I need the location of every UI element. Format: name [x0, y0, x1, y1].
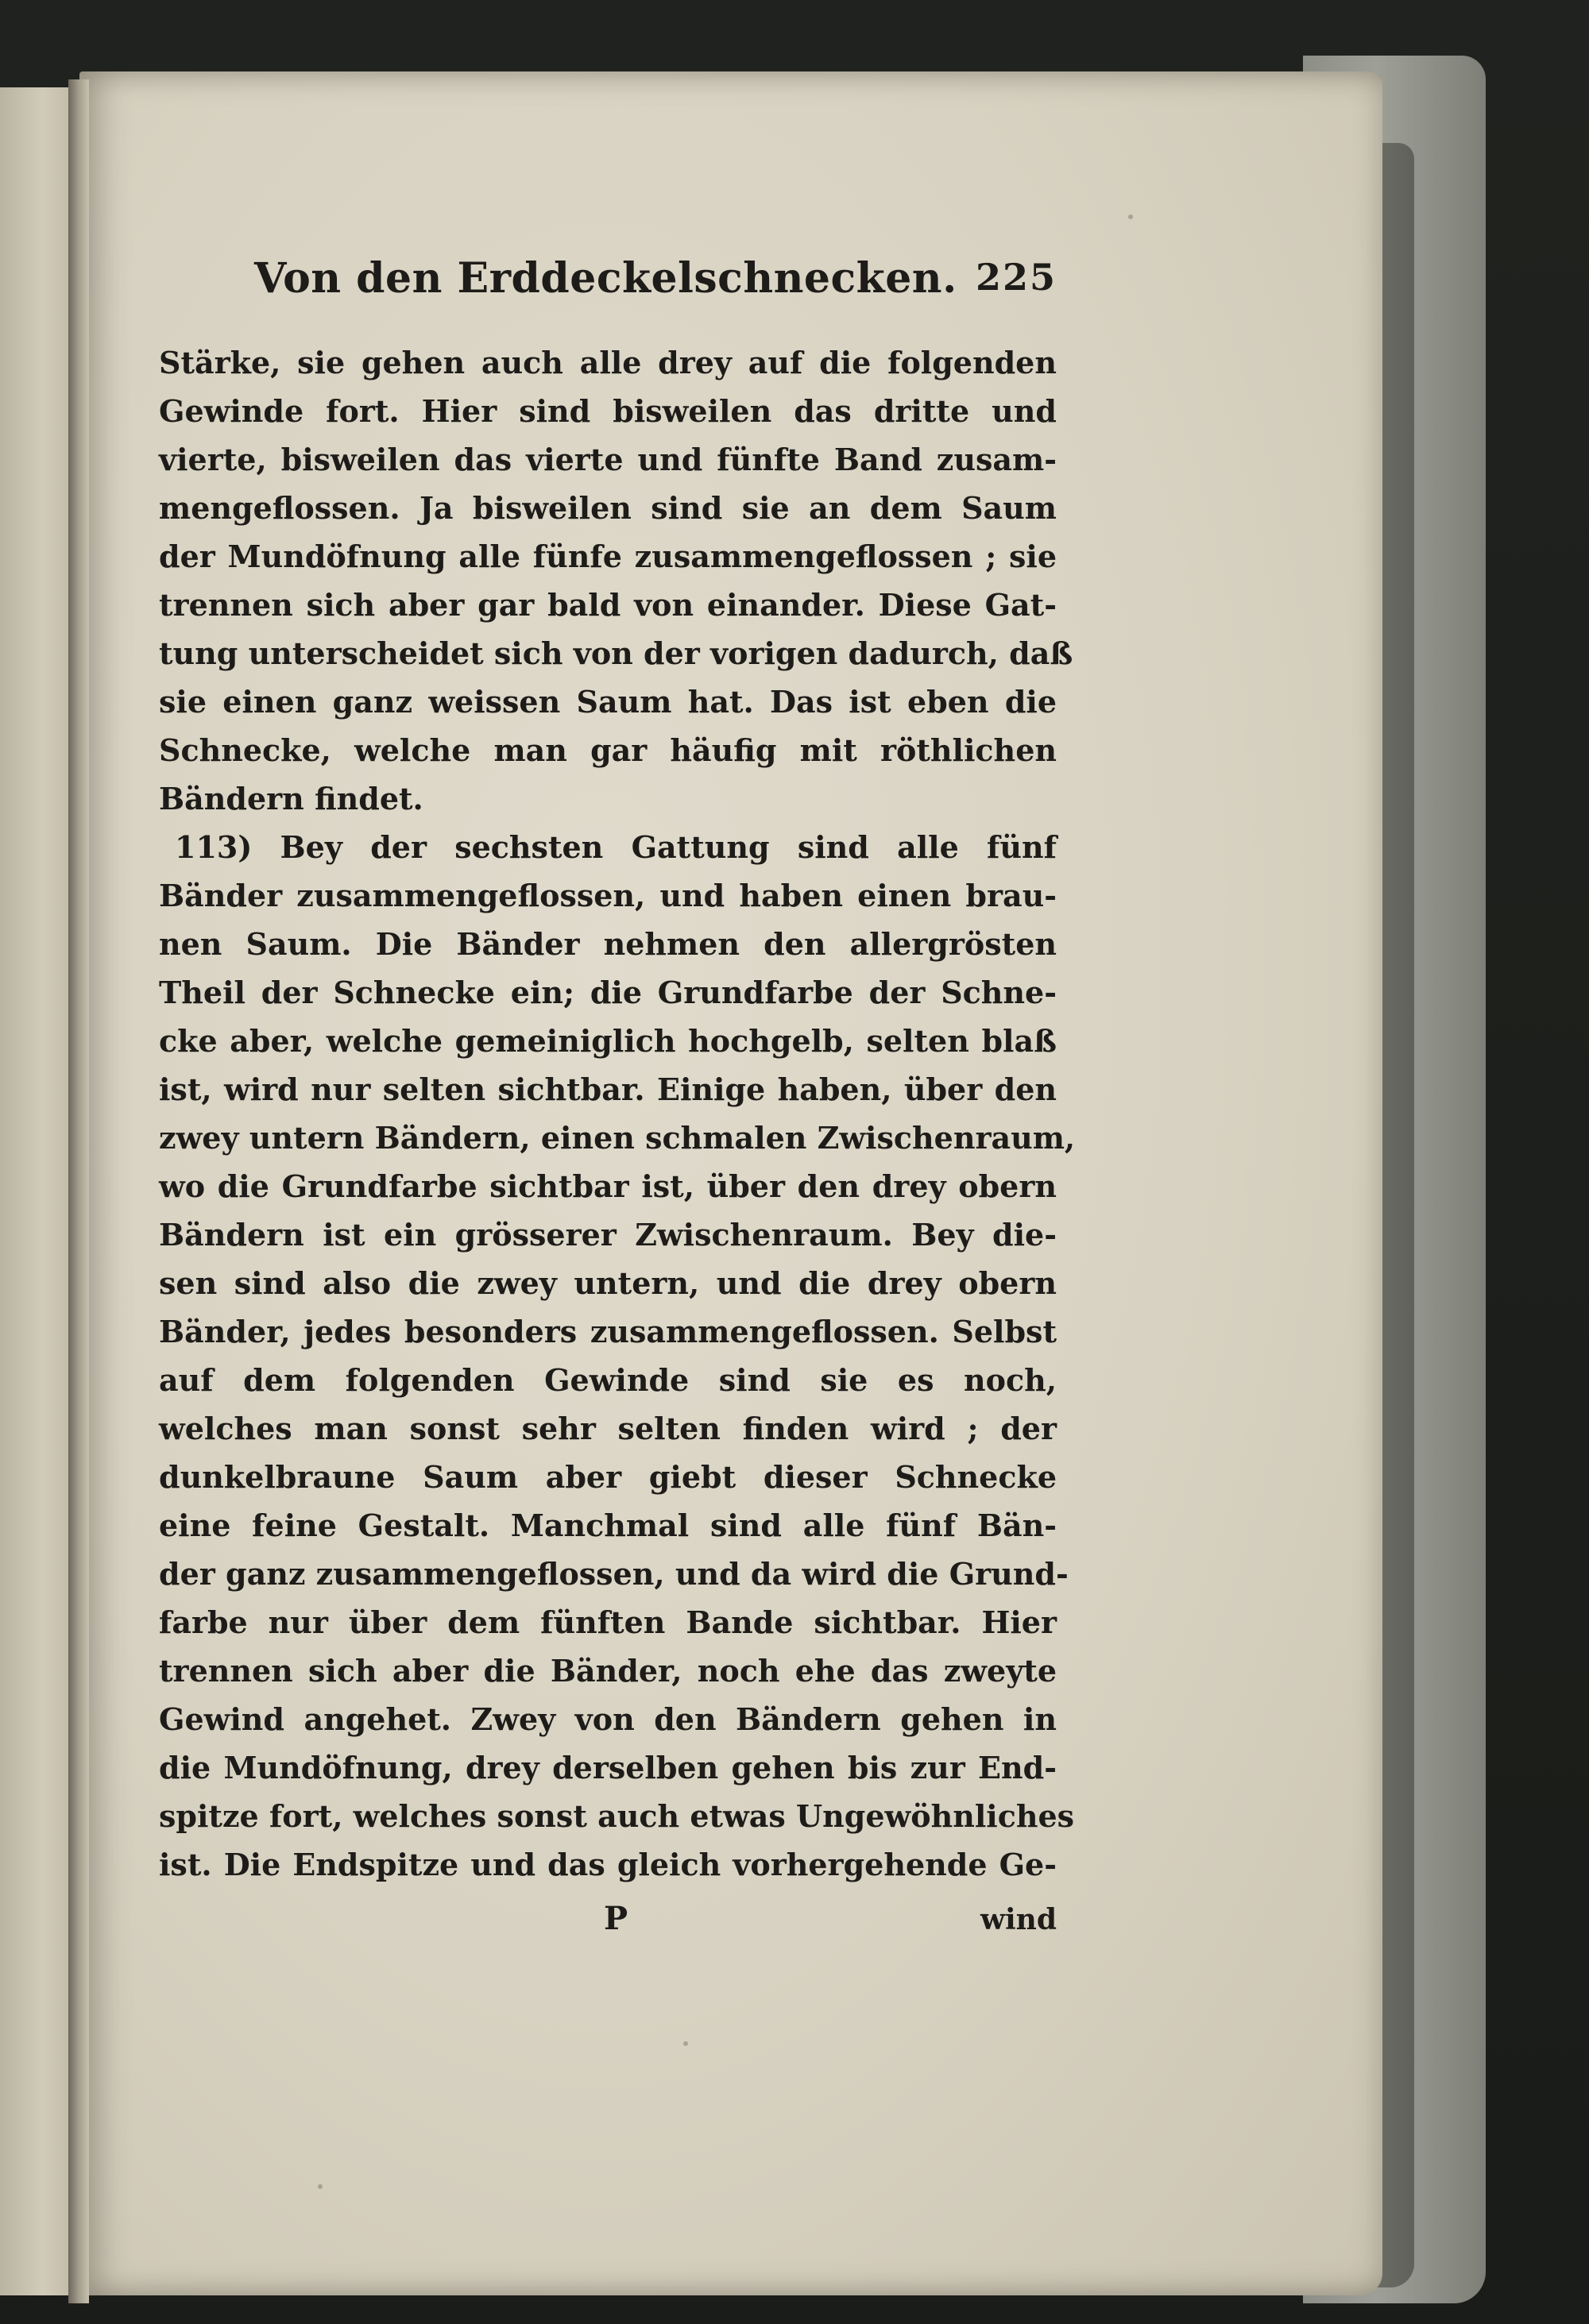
text-line: nen Saum. Die Bänder nehmen den allergrösten: [159, 926, 1057, 962]
text-line: ist, wird nur selten sichtbar. Einige haben, über den: [159, 1071, 1057, 1107]
paper-speck: [318, 2184, 323, 2189]
text-line: sie einen ganz weissen Saum hat. Das ist eben die: [159, 684, 1057, 720]
text-line: vierte, bisweilen das vierte und fünfte Band zusam-: [159, 442, 1057, 477]
text-line: auf dem folgenden Gewinde sind sie es noch,: [159, 1362, 1057, 1398]
text-line: Bändern ist ein grösserer Zwischenraum. Bey die-: [159, 1217, 1057, 1253]
text-line: dunkelbraune Saum aber giebt dieser Schnecke: [159, 1459, 1057, 1495]
page-footer: [159, 1900, 1057, 1948]
paragraph-start-line: 113) Bey der sechsten Gattung sind alle fünf: [175, 829, 1057, 865]
text-line: Bändern findet.: [159, 781, 423, 816]
text-line: Bänder, jedes besonders zusammengeflossen. Selbst: [159, 1314, 1057, 1349]
text-line: die Mundöfnung, drey derselben gehen bis zur End-: [159, 1750, 1057, 1785]
text-line: tung unterscheidet sich von der vorigen dadurch, daß: [159, 635, 1073, 671]
text-line: wo die Grundfarbe sichtbar ist, über den drey obern: [159, 1168, 1057, 1204]
text-line: spitze fort, welches sonst auch etwas Ungewöhnliches: [159, 1798, 1075, 1834]
text-line: Gewind angehet. Zwey von den Bändern gehen in: [159, 1701, 1057, 1737]
paper-speck: [683, 2041, 688, 2046]
running-title: Von den Erddeckelschnecken.: [254, 254, 957, 303]
page-text-block: [159, 254, 1076, 1948]
body-text: [159, 338, 1076, 1889]
text-line: Bänder zusammengeflossen, und haben einen brau-: [159, 878, 1057, 913]
paper-speck: [1128, 214, 1133, 219]
text-line: ist. Die Endspitze und das gleich vorhergehende Ge-: [159, 1847, 1057, 1882]
text-line: cke aber, welche gemeiniglich hochgelb, selten blaß: [159, 1023, 1057, 1059]
text-line: trennen sich aber gar bald von einander. Diese Gat-: [159, 587, 1057, 623]
facing-page-edge: [0, 87, 74, 2295]
text-line: sen sind also die zwey untern, und die drey obern: [159, 1265, 1057, 1301]
text-line: trennen sich aber die Bänder, noch ehe das zweyte: [159, 1653, 1057, 1689]
running-head: [159, 254, 1057, 307]
text-line: eine feine Gestalt. Manchmal sind alle fünf Bän-: [159, 1508, 1057, 1543]
text-line: Theil der Schnecke ein; die Grundfarbe der Schne-: [159, 975, 1057, 1010]
text-line: der Mundöfnung alle fünfe zusammengeflossen ; sie: [159, 539, 1057, 574]
text-line: Schnecke, welche man gar häufig mit röthlichen: [159, 732, 1057, 768]
signature-mark: P: [604, 1900, 628, 1937]
text-line: farbe nur über dem fünften Bande sichtbar. Hier: [159, 1604, 1057, 1640]
text-line: mengeflossen. Ja bisweilen sind sie an dem Saum: [159, 490, 1057, 526]
text-line: Gewinde fort. Hier sind bisweilen das dritte und: [159, 393, 1057, 429]
text-line: welches man sonst sehr selten finden wird ; der: [159, 1411, 1057, 1446]
text-line: der ganz zusammengeflossen, und da wird die Grund-: [159, 1556, 1069, 1592]
page-number: 225: [975, 256, 1057, 299]
book-gutter: [68, 79, 89, 2303]
text-line: Stärke, sie gehen auch alle drey auf die folgenden: [159, 345, 1057, 380]
text-line: zwey untern Bändern, einen schmalen Zwischenraum,: [159, 1120, 1076, 1156]
catchword: wind: [980, 1903, 1057, 1936]
